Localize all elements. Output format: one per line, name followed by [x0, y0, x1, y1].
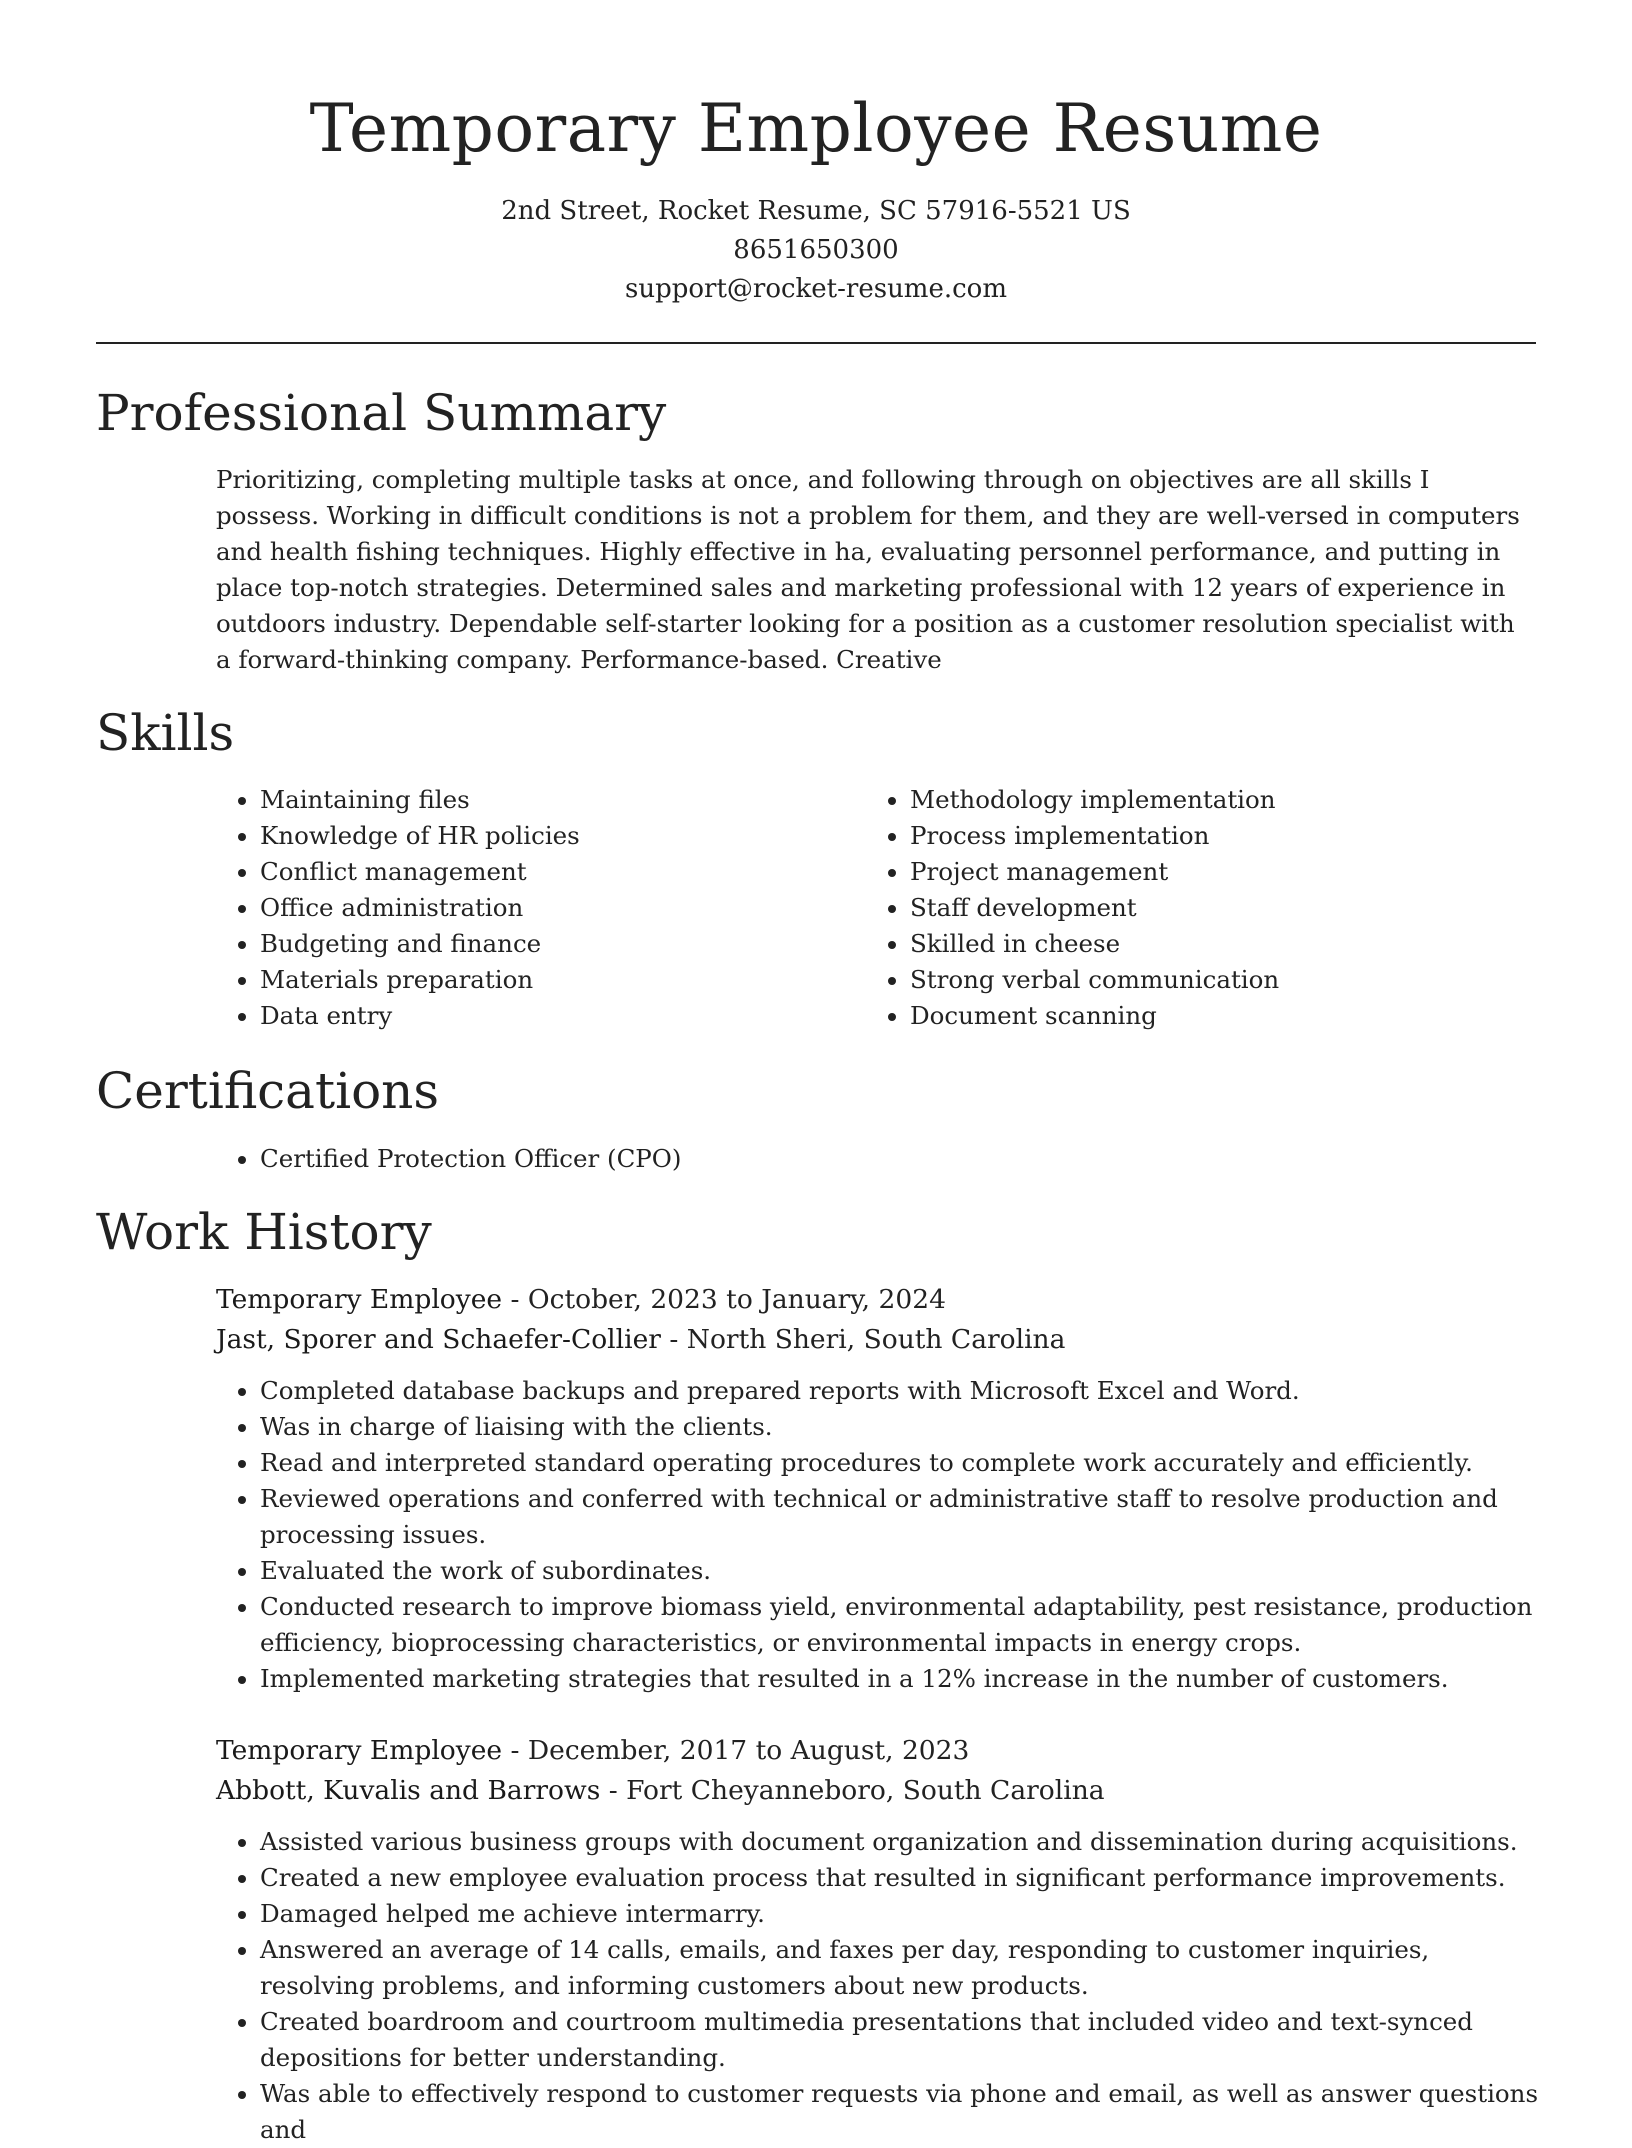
skills-list-left — [216, 782, 836, 1034]
job-bullet: • Reviewed operations and conferred with technical or administrative staff to resolve production and processing issues. — [260, 1481, 1550, 1553]
certifications-heading: Certifications — [96, 1062, 440, 1120]
job-bullet: • Read and interpreted standard operating procedures to complete work accurately and efficiently. — [260, 1445, 1550, 1481]
contact-address: 2nd Street, Rocket Resume, SC 57916-5521 US — [501, 196, 1131, 226]
job-bullet: • Answered an average of 14 calls, emails, and faxes per day, responding to customer inquiries, resolving problems, and informing customers about new products. — [260, 1932, 1550, 2004]
summary-heading: Professional Summary — [96, 384, 667, 442]
job-company-line — [216, 1320, 1536, 1360]
summary-text: Prioritizing, completing multiple tasks at once, and following through on objectives are all skills I possess. Working in difficult conditions is not a problem for them, and they are well-versed in computers and health fishing techniques. Highly effective in ha, evaluating personnel performance, and putting in place top-notch strategies. Determined sales and marketing professional with 12 years of experience in outdoors industry. Dependable self-starter looking for a position as a customer resolution specialist with a forward-thinking company. Performance-based. Creative — [216, 465, 1520, 674]
job-bullet: • Conducted research to improve biomass yield, environmental adaptability, pest resistance, production efficiency, bioprocessing characteristics, or environmental impacts in energy crops. — [260, 1589, 1550, 1661]
skill-item: • Materials preparation — [260, 962, 836, 998]
job-bullet: • Created boardroom and courtroom multimedia presentations that included video and text-synced depositions for better understanding. — [260, 2004, 1550, 2076]
skill-item: • Strong verbal communication — [910, 962, 1526, 998]
job-bullet: • Was able to effectively respond to customer requests via phone and email, as well as answer questions and — [260, 2076, 1550, 2148]
job-company: Jast, Sporer and Schaefer-Collier — [216, 1324, 661, 1355]
job-location: - Fort Cheyanneboro, South Carolina — [600, 1775, 1105, 1806]
job-bullet: • Implemented marketing strategies that resulted in a 12% increase in the number of customers. — [260, 1661, 1550, 1697]
skill-item: • Maintaining files — [260, 782, 836, 818]
job-dates: - December, 2017 to August, 2023 — [502, 1735, 970, 1766]
skill-item: • Budgeting and finance — [260, 926, 836, 962]
contact-email: support@rocket-resume.com — [624, 274, 1007, 304]
skill-item: • Methodology implementation — [910, 782, 1526, 818]
skill-item: • Conflict management — [260, 854, 836, 890]
job-title-line — [216, 1280, 1536, 1320]
job-location: - North Sheri, South Carolina — [660, 1324, 1066, 1355]
skills-list-right — [866, 782, 1526, 1034]
job-bullet: • Damaged helped me achieve intermarry. — [260, 1896, 1550, 1932]
skills-column-right — [866, 782, 1526, 1034]
skill-item: • Office administration — [260, 890, 836, 926]
certifications-list — [216, 1141, 1516, 1177]
certification-item: • Certified Protection Officer (CPO) — [260, 1141, 1516, 1177]
skill-item: • Skilled in cheese — [910, 926, 1526, 962]
job-dates: - October, 2023 to January, 2024 — [502, 1284, 946, 1315]
job-company: Abbott, Kuvalis and Barrows — [216, 1775, 601, 1806]
skill-item: • Staff development — [910, 890, 1526, 926]
job-role: Temporary Employee — [216, 1284, 503, 1315]
job-entry — [216, 1731, 1539, 2148]
job-entry — [216, 1280, 1536, 1697]
skill-item: • Knowledge of HR policies — [260, 818, 836, 854]
job-bullet: • Created a new employee evaluation process that resulted in significant performance improvements. — [260, 1860, 1550, 1896]
job-bullet: • Assisted various business groups with document organization and dissemination during acquisitions. — [260, 1824, 1550, 1860]
work-history-heading: Work History — [96, 1203, 432, 1261]
contact-info — [0, 192, 1632, 309]
skill-item: • Document scanning — [910, 998, 1526, 1034]
contact-phone: 8651650300 — [733, 235, 899, 265]
job-role: Temporary Employee — [216, 1735, 503, 1766]
job-title-line — [216, 1731, 1536, 1771]
job-bullet: • Evaluated the work of subordinates. — [260, 1553, 1550, 1589]
skills-heading: Skills — [96, 704, 235, 762]
resume-title: Temporary Employee Resume — [309, 90, 1323, 167]
skill-item: • Data entry — [260, 998, 836, 1034]
job-company-line — [216, 1771, 1536, 1811]
job-bullet: • Completed database backups and prepared reports with Microsoft Excel and Word. — [260, 1373, 1550, 1409]
skills-column-left — [216, 782, 836, 1034]
job-bullets — [216, 1824, 1550, 2148]
job-bullets — [216, 1373, 1550, 1697]
job-bullet: • Was in charge of liaising with the clients. — [260, 1409, 1550, 1445]
skill-item: • Project management — [910, 854, 1526, 890]
skill-item: • Process implementation — [910, 818, 1526, 854]
header-divider — [96, 342, 1536, 344]
